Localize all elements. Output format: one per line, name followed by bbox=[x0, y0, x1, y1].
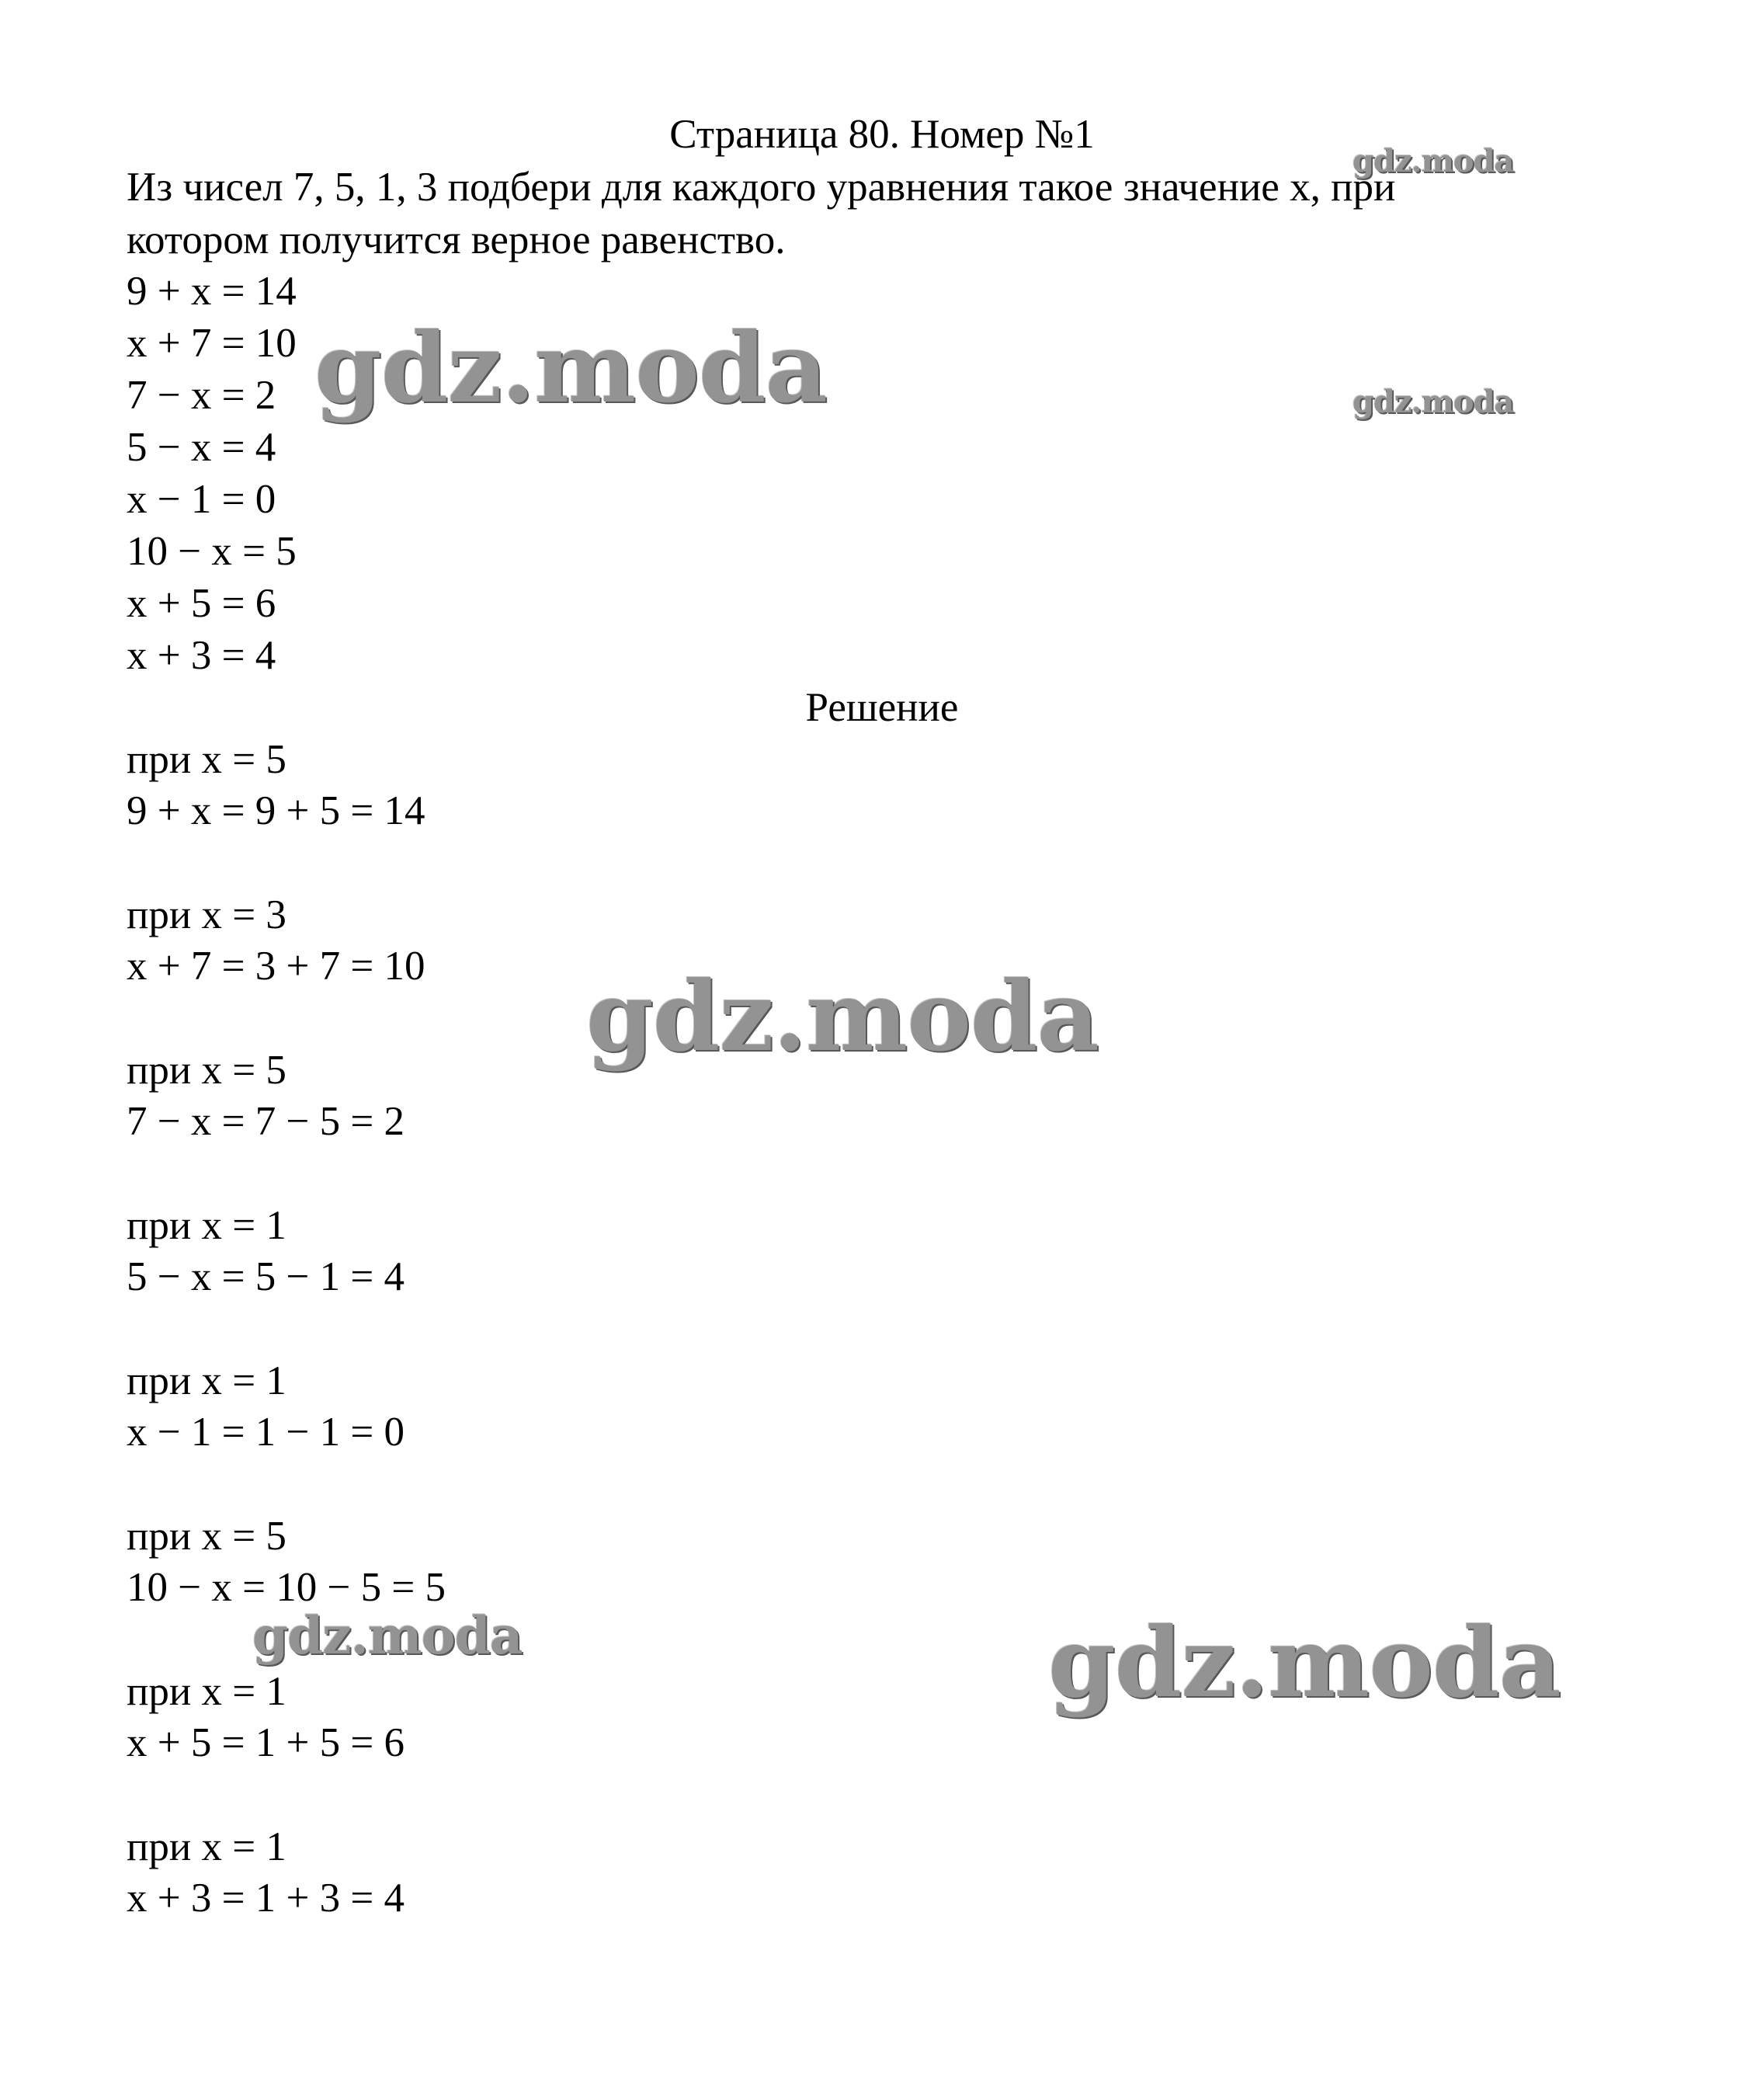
equation: 7 − x = 2 bbox=[127, 373, 276, 418]
solution-heading: Решение bbox=[805, 685, 959, 730]
solution-calculation: 10 − x = 10 − 5 = 5 bbox=[127, 1565, 446, 1610]
watermark: gdz.moda bbox=[1353, 384, 1514, 420]
equation: 5 − x = 4 bbox=[127, 425, 276, 470]
watermark: gdz.moda bbox=[314, 312, 827, 425]
page-title: Страница 80. Номер №1 bbox=[669, 112, 1095, 157]
equation: x − 1 = 0 bbox=[127, 477, 276, 522]
solution-condition: при x = 3 bbox=[127, 892, 286, 937]
watermark: gdz.moda bbox=[1353, 143, 1514, 179]
watermark: gdz.moda bbox=[586, 961, 1099, 1073]
solution-condition: при x = 1 bbox=[127, 1203, 286, 1248]
solution-condition: при x = 1 bbox=[127, 1824, 286, 1869]
solution-calculation: x + 7 = 3 + 7 = 10 bbox=[127, 944, 425, 989]
watermark: gdz.moda bbox=[252, 1605, 523, 1666]
solution-calculation: x + 5 = 1 + 5 = 6 bbox=[127, 1720, 405, 1765]
solution-calculation: 5 − x = 5 − 1 = 4 bbox=[127, 1254, 405, 1299]
solution-calculation: x − 1 = 1 − 1 = 0 bbox=[127, 1410, 405, 1455]
equation: 10 − x = 5 bbox=[127, 529, 297, 574]
equation: 9 + x = 14 bbox=[127, 269, 297, 314]
watermark: gdz.moda bbox=[1048, 1607, 1561, 1719]
solution-condition: при x = 5 bbox=[127, 1514, 286, 1559]
equation: x + 7 = 10 bbox=[127, 321, 297, 366]
task-text-line-1: Из чисел 7, 5, 1, 3 подбери для каждого уравнения такое значение x, при bbox=[127, 165, 1396, 210]
solution-condition: при x = 5 bbox=[127, 737, 286, 782]
solution-calculation: 9 + x = 9 + 5 = 14 bbox=[127, 788, 425, 833]
equation: x + 5 = 6 bbox=[127, 581, 276, 626]
solution-condition: при x = 5 bbox=[127, 1048, 286, 1093]
task-text-line-2: котором получится верное равенство. bbox=[127, 217, 786, 262]
solution-condition: при x = 1 bbox=[127, 1669, 286, 1714]
equation: x + 3 = 4 bbox=[127, 633, 276, 678]
solution-calculation: 7 − x = 7 − 5 = 2 bbox=[127, 1099, 405, 1144]
solution-condition: при x = 1 bbox=[127, 1358, 286, 1403]
solution-calculation: x + 3 = 1 + 3 = 4 bbox=[127, 1876, 405, 1921]
